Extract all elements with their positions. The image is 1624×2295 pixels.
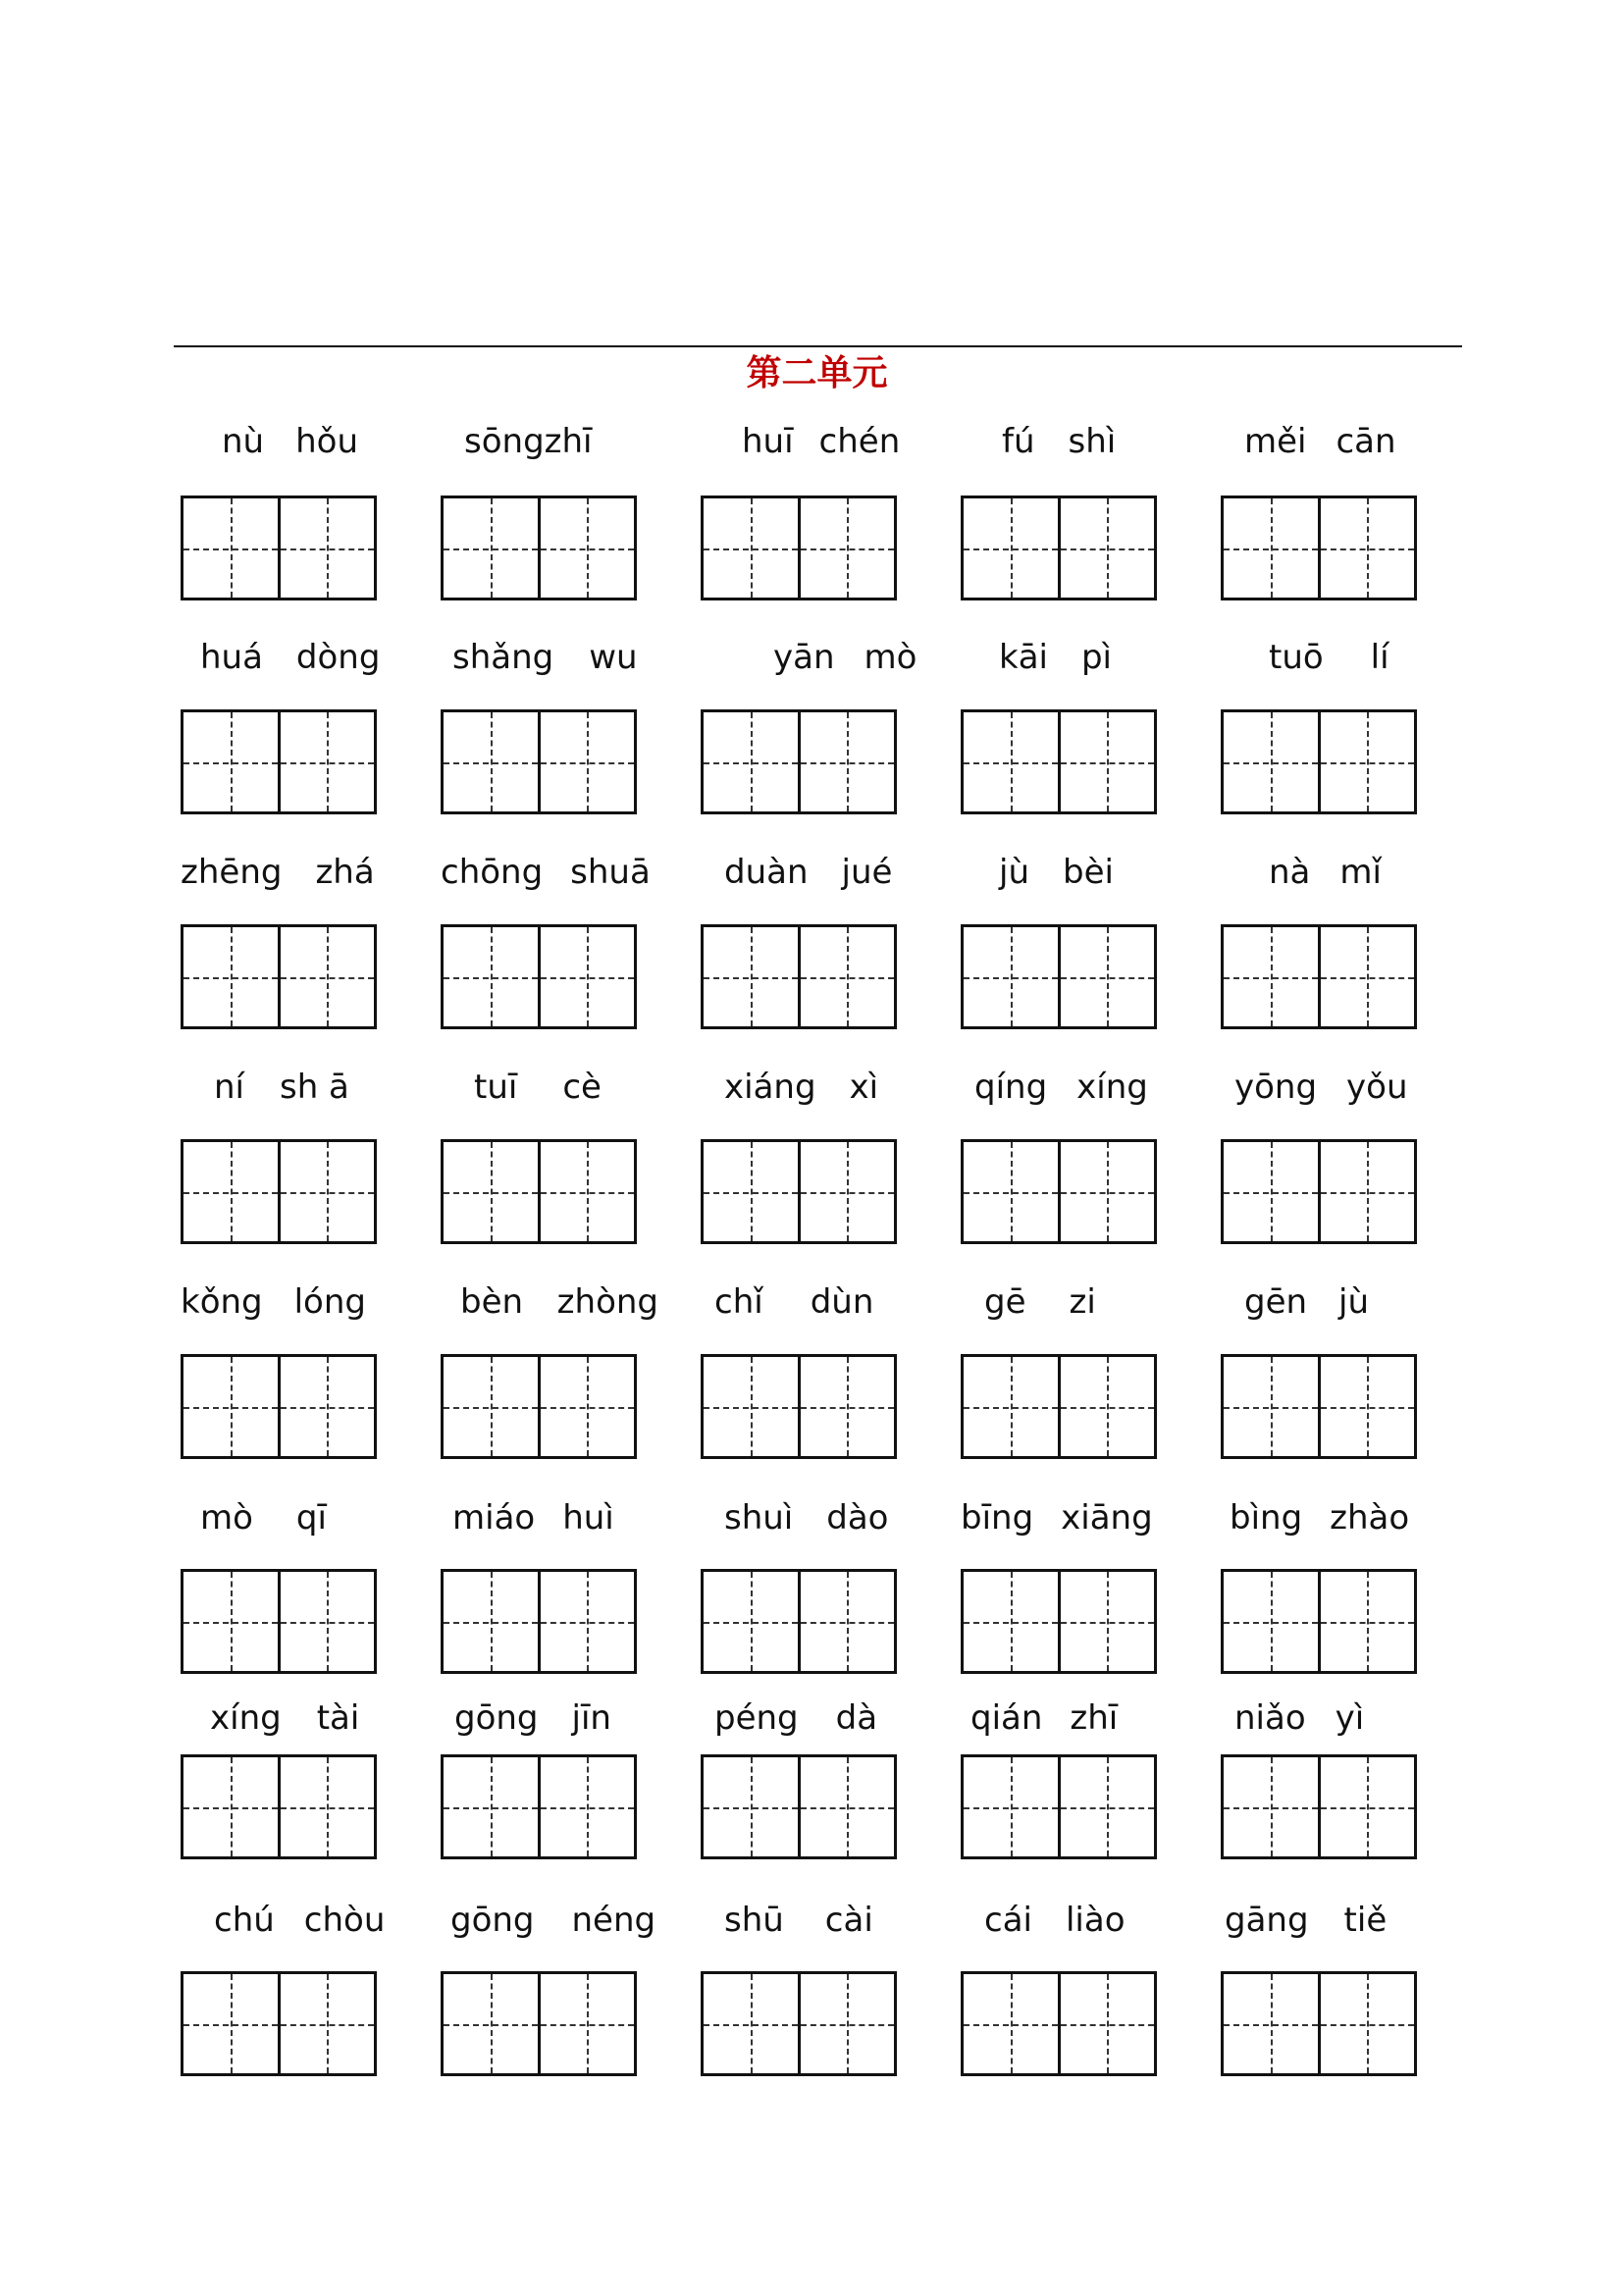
pinyin-label bbox=[695, 848, 920, 897]
pinyin-syllable-1: péng bbox=[714, 1698, 799, 1738]
pinyin-label bbox=[175, 848, 400, 897]
pinyin-syllable-2: dòng bbox=[295, 638, 381, 677]
pinyin-syllable-2: wu bbox=[589, 638, 638, 677]
tianzige-box[interactable] bbox=[798, 1974, 895, 2073]
tianzige-box[interactable] bbox=[1318, 1357, 1415, 1456]
tianzige-box[interactable] bbox=[798, 1572, 895, 1671]
tianzige-box[interactable] bbox=[964, 1974, 1058, 2073]
writing-boxes[interactable] bbox=[441, 496, 637, 600]
writing-boxes[interactable] bbox=[1221, 1139, 1417, 1244]
pinyin-label bbox=[175, 1896, 400, 1945]
pinyin-label bbox=[1215, 1493, 1441, 1542]
pinyin-label bbox=[695, 1694, 920, 1743]
tianzige-box[interactable] bbox=[278, 1974, 375, 2073]
tianzige-box[interactable] bbox=[1058, 1572, 1155, 1671]
pinyin-syllable-2: bèi bbox=[1062, 853, 1114, 892]
pinyin-syllable-1: bīng bbox=[961, 1498, 1034, 1538]
pinyin-syllable-2: yì bbox=[1335, 1698, 1365, 1738]
pinyin-label bbox=[955, 1493, 1180, 1542]
pinyin-syllable-2: liào bbox=[1065, 1901, 1126, 1940]
pinyin-syllable-1: shǎng bbox=[452, 638, 554, 677]
pinyin-label bbox=[955, 1278, 1180, 1327]
pinyin-label bbox=[1215, 633, 1441, 682]
tianzige-box[interactable] bbox=[964, 1357, 1058, 1456]
unit-title: 第二单元 bbox=[746, 353, 888, 393]
writing-boxes[interactable] bbox=[701, 496, 897, 600]
tianzige-box[interactable] bbox=[1318, 1757, 1415, 1856]
pinyin-syllable-1: fú bbox=[1002, 422, 1035, 461]
writing-boxes[interactable] bbox=[1221, 496, 1417, 600]
writing-boxes[interactable] bbox=[701, 1354, 897, 1459]
tianzige-box[interactable] bbox=[964, 1757, 1058, 1856]
pinyin-syllable-2: lóng bbox=[293, 1282, 366, 1322]
pinyin-syllable-2: chòu bbox=[303, 1901, 386, 1940]
tianzige-box[interactable] bbox=[444, 1572, 538, 1671]
pinyin-label bbox=[435, 1694, 660, 1743]
pinyin-syllable-2: cài bbox=[824, 1901, 873, 1940]
pinyin-syllable-1: kǒng bbox=[181, 1282, 263, 1322]
tianzige-box[interactable] bbox=[1318, 927, 1415, 1026]
pinyin-syllable-1: gōng bbox=[450, 1901, 535, 1940]
pinyin-syllable-1: tuō bbox=[1269, 638, 1324, 677]
tianzige-box[interactable] bbox=[1058, 712, 1155, 811]
pinyin-syllable-2: néng bbox=[571, 1901, 656, 1940]
pinyin-syllable-2: zhī bbox=[544, 422, 593, 461]
tianzige-box[interactable] bbox=[538, 498, 635, 598]
tianzige-box[interactable] bbox=[1224, 712, 1318, 811]
tianzige-box[interactable] bbox=[183, 1142, 278, 1241]
tianzige-box[interactable] bbox=[704, 712, 798, 811]
writing-boxes[interactable] bbox=[961, 496, 1157, 600]
pinyin-syllable-1: ní bbox=[214, 1068, 244, 1107]
pinyin-syllable-1: qíng bbox=[974, 1068, 1048, 1107]
pinyin-label bbox=[1215, 1896, 1441, 1945]
writing-boxes[interactable] bbox=[701, 709, 897, 814]
pinyin-syllable-1: shuì bbox=[724, 1498, 794, 1538]
writing-boxes[interactable] bbox=[181, 1569, 377, 1674]
tianzige-box[interactable] bbox=[704, 927, 798, 1026]
tianzige-box[interactable] bbox=[278, 1142, 375, 1241]
tianzige-box[interactable] bbox=[538, 1357, 635, 1456]
pinyin-syllable-1: gōng bbox=[454, 1698, 539, 1738]
pinyin-label bbox=[435, 417, 660, 466]
writing-boxes[interactable] bbox=[701, 924, 897, 1029]
pinyin-syllable-1: yān bbox=[773, 638, 835, 677]
tianzige-box[interactable] bbox=[278, 1572, 375, 1671]
pinyin-label bbox=[695, 417, 920, 466]
tianzige-box[interactable] bbox=[538, 712, 635, 811]
pinyin-syllable-1: nà bbox=[1269, 853, 1311, 892]
writing-boxes[interactable] bbox=[701, 1971, 897, 2076]
pinyin-label bbox=[175, 633, 400, 682]
pinyin-syllable-2: cān bbox=[1336, 422, 1396, 461]
pinyin-syllable-2: pì bbox=[1080, 638, 1112, 677]
tianzige-box[interactable] bbox=[278, 498, 375, 598]
tianzige-box[interactable] bbox=[1058, 1974, 1155, 2073]
tianzige-box[interactable] bbox=[1318, 712, 1415, 811]
writing-boxes[interactable] bbox=[441, 1971, 637, 2076]
writing-boxes[interactable] bbox=[961, 1569, 1157, 1674]
tianzige-box[interactable] bbox=[538, 1142, 635, 1241]
pinyin-syllable-1: sōng bbox=[464, 422, 545, 461]
pinyin-label bbox=[435, 1063, 660, 1112]
writing-boxes[interactable] bbox=[1221, 924, 1417, 1029]
tianzige-box[interactable] bbox=[444, 712, 538, 811]
pinyin-syllable-1: huá bbox=[200, 638, 263, 677]
pinyin-label bbox=[955, 1063, 1180, 1112]
writing-boxes[interactable] bbox=[961, 709, 1157, 814]
pinyin-syllable-2: jù bbox=[1338, 1282, 1370, 1322]
tianzige-box[interactable] bbox=[183, 1357, 278, 1456]
writing-boxes[interactable] bbox=[961, 1754, 1157, 1859]
writing-boxes[interactable] bbox=[441, 924, 637, 1029]
pinyin-label bbox=[955, 1694, 1180, 1743]
writing-boxes[interactable] bbox=[1221, 709, 1417, 814]
tianzige-box[interactable] bbox=[964, 927, 1058, 1026]
writing-boxes[interactable] bbox=[441, 1354, 637, 1459]
pinyin-label bbox=[175, 1694, 400, 1743]
tianzige-box[interactable] bbox=[1058, 1357, 1155, 1456]
pinyin-syllable-2: shuā bbox=[570, 853, 651, 892]
tianzige-box[interactable] bbox=[1058, 1757, 1155, 1856]
pinyin-label bbox=[695, 1493, 920, 1542]
writing-boxes[interactable] bbox=[441, 709, 637, 814]
pinyin-syllable-1: gē bbox=[984, 1282, 1026, 1322]
tianzige-box[interactable] bbox=[183, 1974, 278, 2073]
writing-boxes[interactable] bbox=[181, 1139, 377, 1244]
pinyin-syllable-2: huì bbox=[562, 1498, 614, 1538]
pinyin-syllable-1: gēn bbox=[1244, 1282, 1308, 1322]
writing-boxes[interactable] bbox=[1221, 1971, 1417, 2076]
pinyin-syllable-1: tuī bbox=[474, 1068, 518, 1107]
pinyin-syllable-2: mǐ bbox=[1339, 853, 1382, 892]
pinyin-syllable-1: jù bbox=[999, 853, 1029, 892]
pinyin-syllable-2: hǒu bbox=[295, 422, 358, 461]
writing-boxes[interactable] bbox=[961, 1354, 1157, 1459]
tianzige-box[interactable] bbox=[1224, 1974, 1318, 2073]
tianzige-box[interactable] bbox=[1058, 927, 1155, 1026]
tianzige-box[interactable] bbox=[1224, 1142, 1318, 1241]
writing-boxes[interactable] bbox=[1221, 1354, 1417, 1459]
writing-boxes[interactable] bbox=[701, 1569, 897, 1674]
tianzige-box[interactable] bbox=[538, 1572, 635, 1671]
tianzige-box[interactable] bbox=[704, 1142, 798, 1241]
tianzige-box[interactable] bbox=[444, 927, 538, 1026]
tianzige-box[interactable] bbox=[278, 1757, 375, 1856]
pinyin-syllable-2: jué bbox=[841, 853, 893, 892]
tianzige-box[interactable] bbox=[1224, 1357, 1318, 1456]
pinyin-syllable-1: xíng bbox=[210, 1698, 282, 1738]
tianzige-box[interactable] bbox=[1224, 1572, 1318, 1671]
pinyin-label bbox=[435, 848, 660, 897]
pinyin-label bbox=[695, 1063, 920, 1112]
pinyin-syllable-1: duàn bbox=[724, 853, 809, 892]
pinyin-label bbox=[435, 633, 660, 682]
tianzige-box[interactable] bbox=[798, 1357, 895, 1456]
pinyin-label bbox=[435, 1896, 660, 1945]
writing-boxes[interactable] bbox=[701, 1754, 897, 1859]
writing-boxes[interactable] bbox=[961, 924, 1157, 1029]
writing-boxes[interactable] bbox=[961, 1139, 1157, 1244]
pinyin-label bbox=[435, 1278, 660, 1327]
pinyin-syllable-2: zhī bbox=[1070, 1698, 1119, 1738]
tianzige-box[interactable] bbox=[798, 927, 895, 1026]
pinyin-syllable-1: bìng bbox=[1230, 1498, 1303, 1538]
tianzige-box[interactable] bbox=[1318, 1572, 1415, 1671]
tianzige-box[interactable] bbox=[704, 1974, 798, 2073]
pinyin-syllable-1: niǎo bbox=[1234, 1698, 1306, 1738]
tianzige-box[interactable] bbox=[964, 1572, 1058, 1671]
pinyin-syllable-2: chén bbox=[818, 422, 901, 461]
writing-boxes[interactable] bbox=[441, 1139, 637, 1244]
pinyin-label bbox=[175, 1278, 400, 1327]
writing-boxes[interactable] bbox=[1221, 1754, 1417, 1859]
pinyin-syllable-1: bèn bbox=[460, 1282, 524, 1322]
tianzige-box[interactable] bbox=[278, 712, 375, 811]
pinyin-syllable-1: chú bbox=[214, 1901, 275, 1940]
tianzige-box[interactable] bbox=[1058, 498, 1155, 598]
pinyin-syllable-2: tài bbox=[316, 1698, 360, 1738]
pinyin-syllable-2: dà bbox=[835, 1698, 878, 1738]
pinyin-label bbox=[1215, 848, 1441, 897]
tianzige-box[interactable] bbox=[1318, 1974, 1415, 2073]
writing-boxes[interactable] bbox=[181, 1354, 377, 1459]
tianzige-box[interactable] bbox=[183, 712, 278, 811]
tianzige-box[interactable] bbox=[704, 1357, 798, 1456]
pinyin-syllable-2: jīn bbox=[571, 1698, 611, 1738]
writing-boxes[interactable] bbox=[181, 709, 377, 814]
tianzige-box[interactable] bbox=[1224, 1757, 1318, 1856]
pinyin-label bbox=[955, 633, 1180, 682]
tianzige-box[interactable] bbox=[1318, 1142, 1415, 1241]
tianzige-box[interactable] bbox=[964, 498, 1058, 598]
writing-boxes[interactable] bbox=[181, 1754, 377, 1859]
tianzige-box[interactable] bbox=[704, 498, 798, 598]
pinyin-syllable-2: mò bbox=[864, 638, 917, 677]
pinyin-syllable-2: xíng bbox=[1076, 1068, 1148, 1107]
pinyin-syllable-2: shì bbox=[1068, 422, 1117, 461]
tianzige-box[interactable] bbox=[1318, 498, 1415, 598]
pinyin-label bbox=[1215, 1278, 1441, 1327]
pinyin-label bbox=[175, 417, 400, 466]
pinyin-syllable-1: huī bbox=[742, 422, 794, 461]
writing-boxes[interactable] bbox=[441, 1754, 637, 1859]
pinyin-syllable-1: zhēng bbox=[181, 853, 283, 892]
tianzige-box[interactable] bbox=[183, 927, 278, 1026]
tianzige-box[interactable] bbox=[183, 1572, 278, 1671]
writing-boxes[interactable] bbox=[181, 496, 377, 600]
tianzige-box[interactable] bbox=[538, 927, 635, 1026]
pinyin-syllable-2: yǒu bbox=[1346, 1068, 1408, 1107]
tianzige-box[interactable] bbox=[183, 1757, 278, 1856]
tianzige-box[interactable] bbox=[278, 1357, 375, 1456]
pinyin-syllable-2: tiě bbox=[1343, 1901, 1388, 1940]
pinyin-syllable-1: shū bbox=[724, 1901, 784, 1940]
pinyin-label bbox=[1215, 1063, 1441, 1112]
pinyin-syllable-2: lí bbox=[1370, 638, 1389, 677]
pinyin-syllable-1: xiáng bbox=[724, 1068, 816, 1107]
tianzige-box[interactable] bbox=[183, 498, 278, 598]
tianzige-box[interactable] bbox=[798, 712, 895, 811]
pinyin-syllable-1: chǐ bbox=[714, 1282, 763, 1322]
pinyin-label bbox=[955, 1896, 1180, 1945]
tianzige-box[interactable] bbox=[964, 712, 1058, 811]
pinyin-label bbox=[1215, 1694, 1441, 1743]
pinyin-syllable-1: qián bbox=[970, 1698, 1043, 1738]
pinyin-syllable-1: kāi bbox=[999, 638, 1048, 677]
pinyin-syllable-2: zhào bbox=[1330, 1498, 1410, 1538]
tianzige-box[interactable] bbox=[1224, 927, 1318, 1026]
tianzige-box[interactable] bbox=[278, 927, 375, 1026]
pinyin-syllable-1: mò bbox=[200, 1498, 253, 1538]
tianzige-box[interactable] bbox=[538, 1974, 635, 2073]
pinyin-syllable-1: cái bbox=[984, 1901, 1032, 1940]
pinyin-syllable-2: dào bbox=[826, 1498, 889, 1538]
tianzige-box[interactable] bbox=[798, 498, 895, 598]
pinyin-syllable-2: zhòng bbox=[556, 1282, 658, 1322]
writing-boxes[interactable] bbox=[961, 1971, 1157, 2076]
writing-boxes[interactable] bbox=[441, 1569, 637, 1674]
tianzige-box[interactable] bbox=[798, 1142, 895, 1241]
writing-boxes[interactable] bbox=[1221, 1569, 1417, 1674]
pinyin-label bbox=[175, 1063, 400, 1112]
pinyin-label bbox=[695, 1278, 920, 1327]
pinyin-syllable-1: nù bbox=[222, 422, 265, 461]
pinyin-label bbox=[955, 417, 1180, 466]
pinyin-syllable-2: sh ā bbox=[279, 1068, 349, 1107]
tianzige-box[interactable] bbox=[444, 1757, 538, 1856]
pinyin-label bbox=[435, 1493, 660, 1542]
pinyin-label bbox=[955, 848, 1180, 897]
tianzige-box[interactable] bbox=[444, 1142, 538, 1241]
pinyin-syllable-2: zhá bbox=[315, 853, 375, 892]
pinyin-syllable-2: cè bbox=[562, 1068, 602, 1107]
tianzige-box[interactable] bbox=[1224, 498, 1318, 598]
pinyin-label bbox=[695, 1896, 920, 1945]
pinyin-syllable-2: qī bbox=[295, 1498, 327, 1538]
pinyin-label bbox=[695, 633, 920, 682]
tianzige-box[interactable] bbox=[444, 1974, 538, 2073]
pinyin-syllable-2: dùn bbox=[810, 1282, 874, 1322]
pinyin-label bbox=[175, 1493, 400, 1542]
pinyin-syllable-1: chōng bbox=[441, 853, 544, 892]
tianzige-box[interactable] bbox=[444, 1357, 538, 1456]
pinyin-syllable-1: měi bbox=[1244, 422, 1307, 461]
pinyin-syllable-1: gāng bbox=[1225, 1901, 1309, 1940]
writing-boxes[interactable] bbox=[701, 1139, 897, 1244]
pinyin-syllable-2: zi bbox=[1069, 1282, 1096, 1322]
pinyin-syllable-1: yōng bbox=[1234, 1068, 1318, 1107]
pinyin-syllable-2: xì bbox=[849, 1068, 879, 1107]
pinyin-label bbox=[1215, 417, 1441, 466]
tianzige-box[interactable] bbox=[444, 498, 538, 598]
tianzige-box[interactable] bbox=[798, 1757, 895, 1856]
writing-boxes[interactable] bbox=[181, 924, 377, 1029]
tianzige-box[interactable] bbox=[704, 1757, 798, 1856]
writing-boxes[interactable] bbox=[181, 1971, 377, 2076]
tianzige-box[interactable] bbox=[704, 1572, 798, 1671]
pinyin-syllable-1: miáo bbox=[452, 1498, 536, 1538]
tianzige-box[interactable] bbox=[964, 1142, 1058, 1241]
tianzige-box[interactable] bbox=[538, 1757, 635, 1856]
pinyin-syllable-2: xiāng bbox=[1061, 1498, 1153, 1538]
tianzige-box[interactable] bbox=[1058, 1142, 1155, 1241]
